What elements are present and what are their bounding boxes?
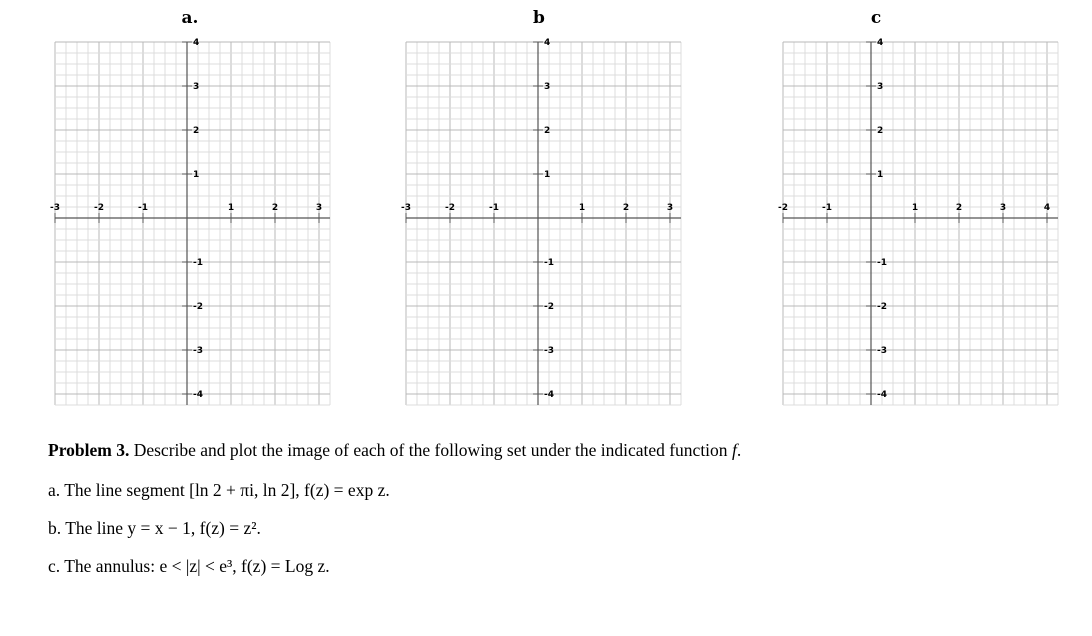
x-tick-label: 1 (227, 203, 235, 213)
problem-item-b (48, 518, 261, 539)
y-tick-label: 1 (544, 170, 551, 180)
x-tick-label: -1 (822, 203, 832, 213)
problem-item-a (48, 480, 390, 501)
y-tick-label: -2 (193, 302, 203, 312)
x-tick-label: 1 (911, 203, 919, 213)
x-tick-label: 2 (955, 203, 963, 213)
x-tick-label: 3 (999, 203, 1007, 213)
x-tick-label: 1 (578, 203, 586, 213)
y-tick-label: 4 (877, 38, 884, 48)
y-tick-label: -4 (193, 390, 203, 400)
plot-a-title: a. (181, 8, 199, 28)
x-tick-label: -2 (94, 203, 104, 213)
y-tick-label: 3 (544, 82, 551, 92)
x-tick-label: 3 (315, 203, 323, 213)
plot-c-grid (778, 38, 1061, 410)
y-tick-label: 1 (877, 170, 884, 180)
y-tick-label: 4 (544, 38, 551, 48)
plot-c-title: c (870, 8, 882, 28)
x-tick-label: -2 (445, 203, 455, 213)
x-tick-label: -2 (778, 203, 788, 213)
problem-intro-var: f (731, 440, 737, 460)
y-tick-label: 4 (193, 38, 200, 48)
problem-intro: Describe and plot the image of each of the following set under the indicated function (133, 440, 728, 460)
x-tick-label: -1 (138, 203, 148, 213)
x-tick-label: 4 (1043, 203, 1051, 213)
plot-b-title: b (533, 8, 545, 28)
y-tick-label: -1 (877, 258, 887, 268)
y-tick-label: -2 (877, 302, 887, 312)
x-tick-label: -3 (50, 203, 60, 213)
item-label: c. (48, 556, 61, 576)
item-label: b. (48, 518, 62, 538)
item-text: The annulus: e < |z| < e³, f(z) = Log z. (64, 556, 330, 576)
x-tick-label: 2 (622, 203, 630, 213)
y-tick-label: 2 (544, 126, 551, 136)
x-tick-label: -1 (489, 203, 499, 213)
x-tick-label: 3 (666, 203, 674, 213)
plot-a-grid (50, 38, 333, 410)
y-tick-label: -1 (193, 258, 203, 268)
y-tick-label: 2 (877, 126, 884, 136)
y-tick-label: -4 (544, 390, 554, 400)
item-text: The line segment [ln 2 + πi, ln 2], f(z) = exp z. (64, 480, 390, 500)
y-tick-label: -2 (544, 302, 554, 312)
y-tick-label: -3 (544, 346, 554, 356)
y-tick-label: -3 (877, 346, 887, 356)
y-tick-label: 3 (877, 82, 884, 92)
x-tick-label: -3 (401, 203, 411, 213)
item-text: The line y = x − 1, f(z) = z². (65, 518, 261, 538)
y-tick-label: 2 (193, 126, 200, 136)
y-tick-label: -3 (193, 346, 203, 356)
y-tick-label: -4 (877, 390, 887, 400)
x-tick-label: 2 (271, 203, 279, 213)
problem-heading-line: Problem 3. Describe and plot the image of each of the following set under the indicated function f. (48, 440, 742, 460)
y-tick-label: -1 (544, 258, 554, 268)
plot-b-grid (401, 38, 684, 410)
y-tick-label: 1 (193, 170, 200, 180)
y-tick-label: 3 (193, 82, 200, 92)
item-label: a. (48, 480, 61, 500)
problem-heading: Problem 3. (48, 440, 130, 460)
problem-item-c (48, 556, 330, 577)
